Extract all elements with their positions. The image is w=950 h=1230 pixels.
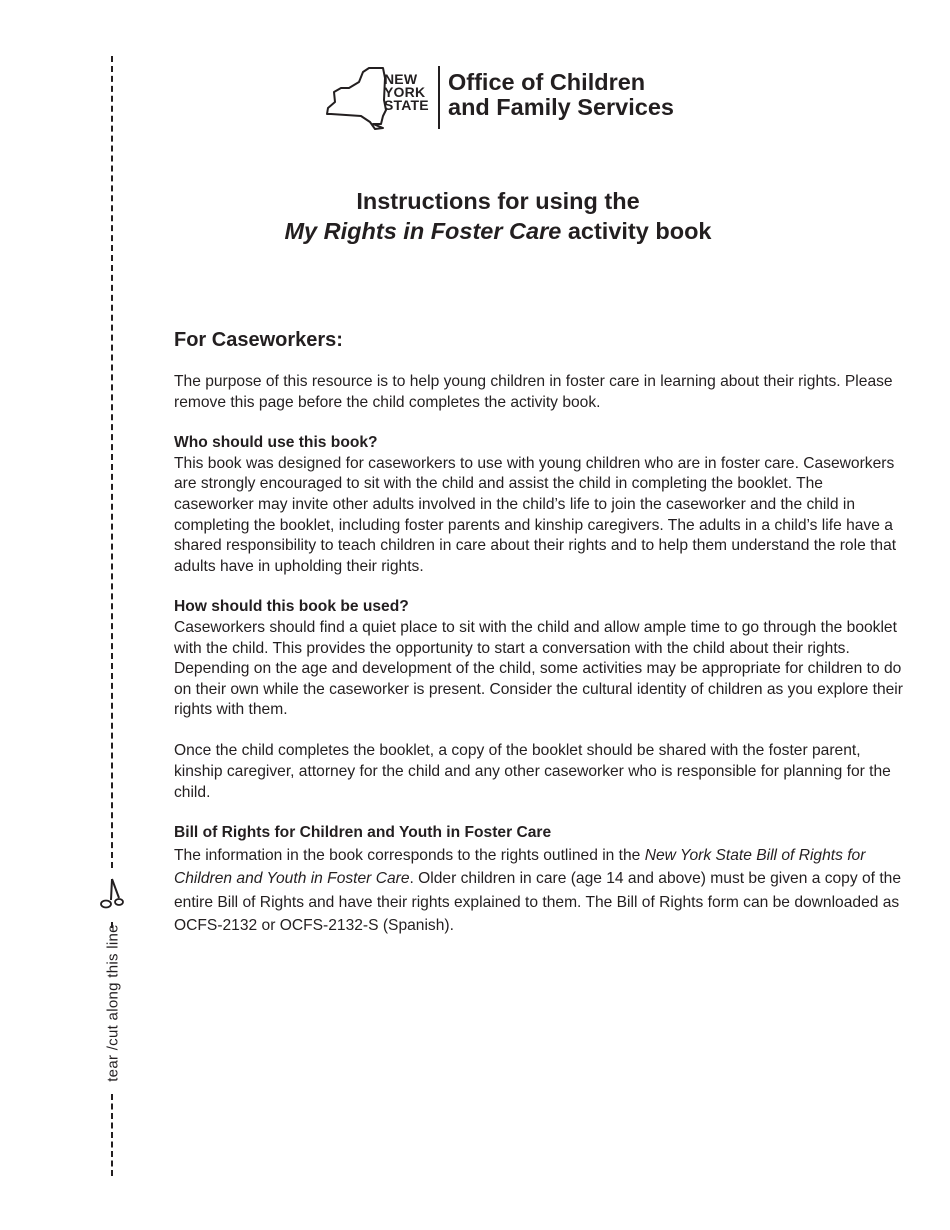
who-paragraph: This book was designed for caseworkers to use with young children who are in foster care. Caseworkers are strongly encouraged to sit with the child and assist the child in completing the booklet. The caseworker may invite other adults involved in the child’s life to join the caseworker and the child in completing the booklet, including foster parents and kinship caregivers. The adults in a child’s life have a shared responsibility to teach children in care about their rights and to help them understand the role that adults have in upholding their rights.	[174, 454, 897, 575]
section-heading: For Caseworkers:	[174, 329, 343, 351]
page-title	[0, 186, 950, 246]
bill-title-italic: New York State Bill of Rights for Children and Youth in Foster Care	[174, 846, 866, 888]
new-york-state-outline-icon	[325, 66, 387, 130]
tear-line-bottom	[111, 1094, 113, 1176]
who-heading: Who should use this book?	[174, 434, 378, 452]
bill-paragraph: The information in the book corresponds to the rights outlined in the New York State Bill of Rights for Children and Youth in Foster Care. Older children in care (age 14 and above) must be given a copy of the entire Bill of Rights and have their rights explained to them. The Bill of Rights form can be downloaded as OCFS-2132 or OCFS-2132-S (Spanish).	[174, 846, 901, 935]
bill-of-rights-section	[174, 823, 904, 938]
once-paragraph: Once the child completes the booklet, a copy of the booklet should be shared with the foster parent, kinship caregiver, attorney for the child and any other caseworker who is responsible for planning for the child.	[174, 742, 891, 801]
how-heading: How should this book be used?	[174, 598, 409, 616]
scissors-icon	[97, 876, 127, 912]
logo-divider	[438, 66, 440, 129]
agency-name: Office of Children and Family Services	[448, 69, 674, 120]
how-paragraph: Caseworkers should find a quiet place to sit with the child and allow ample time to go through the booklet with the child. This provides the opportunity to start a conversation with the child about their rights. Depending on the age and development of the child, some activities may be appropriate for children to do on their own while the caseworker is present. Consider the cultural identity of children as you explore their rights with them.	[174, 618, 903, 719]
tear-line-top	[111, 56, 113, 868]
title-line-2: My Rights in Foster Care activity book	[284, 218, 712, 244]
book-name: My Rights in Foster Care	[284, 218, 562, 244]
new-york-state-wordmark: NEW YORK STATE	[384, 71, 429, 113]
intro-paragraph: The purpose of this resource is to help young children in foster care in learning about their rights. Please remove this page before the child completes the activity book.	[174, 373, 893, 411]
document-body	[174, 326, 904, 938]
bill-heading: Bill of Rights for Children and Youth in Foster Care	[174, 824, 552, 842]
title-line-1: Instructions for using the	[356, 188, 640, 214]
tear-line-label: tear /cut along this line	[104, 924, 122, 1082]
